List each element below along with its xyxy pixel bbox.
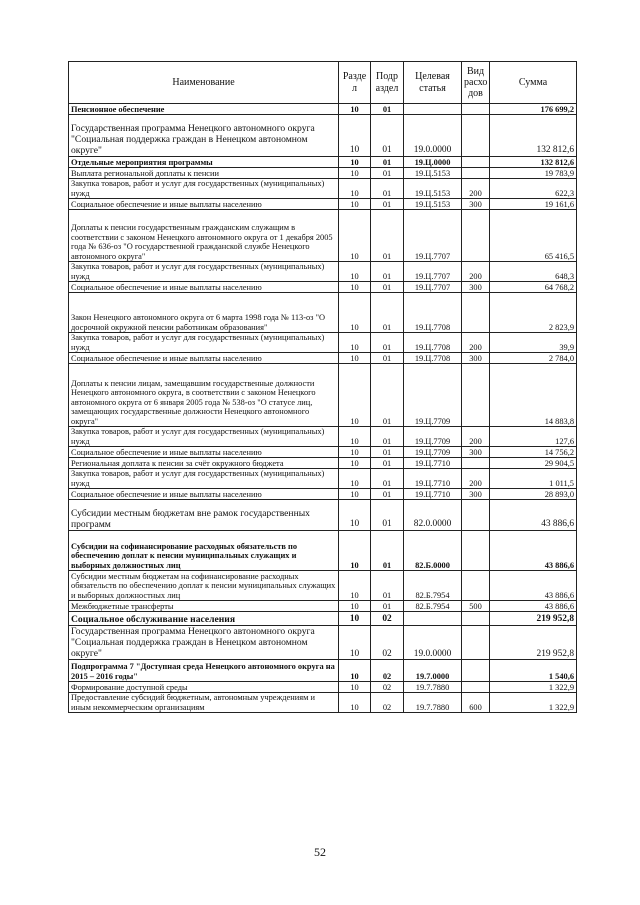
row-subsection: 02: [371, 693, 404, 713]
row-sum: 622,3: [490, 179, 577, 199]
row-type: [462, 660, 490, 682]
row-section: 10: [339, 531, 371, 571]
row-section: 10: [339, 427, 371, 447]
row-section: 10: [339, 489, 371, 500]
row-section: 10: [339, 693, 371, 713]
row-name: Субсидии на софинансирование расходных обязательств по обеспечению доплат к пенсии муниципальных служащих и выборных должностных лиц: [69, 531, 339, 571]
row-sum: 14 756,2: [490, 447, 577, 458]
row-sum: 1 322,9: [490, 693, 577, 713]
row-sum: 43 886,6: [490, 571, 577, 601]
table-row: [69, 469, 577, 489]
row-target: [404, 612, 462, 626]
row-name: Социальное обеспечение и иные выплаты населению: [69, 489, 339, 500]
table-row: [69, 447, 577, 458]
header-sum: Сумма: [490, 62, 577, 104]
row-sum: 1 540,6: [490, 660, 577, 682]
row-section: 10: [339, 612, 371, 626]
table-row: [69, 489, 577, 500]
table-row: [69, 693, 577, 713]
row-subsection: 01: [371, 447, 404, 458]
row-section: 10: [339, 458, 371, 469]
table-row: [69, 293, 577, 333]
row-sum: 28 893,0: [490, 489, 577, 500]
row-type: [462, 104, 490, 115]
row-section: 10: [339, 157, 371, 168]
row-sum: 219 952,8: [490, 612, 577, 626]
header-section: Разде л: [339, 62, 371, 104]
row-sum: 1 011,5: [490, 469, 577, 489]
table-row: [69, 682, 577, 693]
row-section: 10: [339, 469, 371, 489]
table-header-row: [69, 62, 577, 104]
table-row: [69, 168, 577, 179]
row-type: 300: [462, 353, 490, 364]
row-section: 10: [339, 199, 371, 210]
row-sum: 2 784,0: [490, 353, 577, 364]
table-row: [69, 571, 577, 601]
row-name: Государственная программа Ненецкого автономного округа "Социальная поддержка граждан в Ненецком автономном округе": [69, 115, 339, 157]
table-row: [69, 612, 577, 626]
row-name: Субсидии местным бюджетам на софинансирование расходных обязательств по обеспечению доплат к пенсии муниципальных служащих и выборных должностных лиц: [69, 571, 339, 601]
row-name: Выплата региональной доплаты к пенсии: [69, 168, 339, 179]
row-target: 19.Ц.0000: [404, 157, 462, 168]
row-target: 19.0.0000: [404, 115, 462, 157]
row-target: 19.Ц.7708: [404, 353, 462, 364]
row-section: 10: [339, 500, 371, 531]
row-sum: 1 322,9: [490, 682, 577, 693]
row-target: 19.Ц.7707: [404, 210, 462, 262]
row-target: 19.Ц.7709: [404, 427, 462, 447]
row-sum: 65 416,5: [490, 210, 577, 262]
row-sum: 43 886,6: [490, 601, 577, 612]
row-section: 10: [339, 601, 371, 612]
header-subsection: Подр аздел: [371, 62, 404, 104]
row-subsection: 01: [371, 571, 404, 601]
row-section: 10: [339, 660, 371, 682]
row-name: Социальное обслуживание населения: [69, 612, 339, 626]
row-name: Социальное обеспечение и иные выплаты населению: [69, 353, 339, 364]
row-subsection: 02: [371, 626, 404, 660]
row-name: Отдельные мероприятия программы: [69, 157, 339, 168]
row-type: 300: [462, 447, 490, 458]
row-sum: 219 952,8: [490, 626, 577, 660]
table-row: [69, 531, 577, 571]
header-target: Целевая статья: [404, 62, 462, 104]
row-target: [404, 104, 462, 115]
row-name: Закупка товаров, работ и услуг для государственных (муниципальных) нужд: [69, 333, 339, 353]
row-type: 500: [462, 601, 490, 612]
table-row: [69, 210, 577, 262]
row-type: [462, 168, 490, 179]
table-row: [69, 601, 577, 612]
row-subsection: 01: [371, 531, 404, 571]
row-subsection: 02: [371, 660, 404, 682]
row-target: 19.Ц.7708: [404, 293, 462, 333]
row-target: 19.Ц.7709: [404, 447, 462, 458]
row-sum: 39,9: [490, 333, 577, 353]
row-sum: 2 823,9: [490, 293, 577, 333]
row-type: [462, 458, 490, 469]
row-subsection: 01: [371, 168, 404, 179]
row-name: Государственная программа Ненецкого автономного округа "Социальная поддержка граждан в Ненецком автономном округе": [69, 626, 339, 660]
row-target: 82.Б.0000: [404, 531, 462, 571]
row-subsection: 01: [371, 427, 404, 447]
table-row: [69, 333, 577, 353]
row-sum: 43 886,6: [490, 531, 577, 571]
row-type: [462, 364, 490, 427]
row-target: 82.0.0000: [404, 500, 462, 531]
row-name: Закон Ненецкого автономного округа от 6 марта 1998 года № 113-оз "О досрочной окружной пенсии работникам образования": [69, 293, 339, 333]
row-subsection: 02: [371, 612, 404, 626]
row-section: 10: [339, 571, 371, 601]
row-subsection: 01: [371, 293, 404, 333]
row-subsection: 01: [371, 353, 404, 364]
row-subsection: 01: [371, 115, 404, 157]
row-type: 200: [462, 179, 490, 199]
row-target: 19.Ц.5153: [404, 179, 462, 199]
table-row: [69, 179, 577, 199]
row-subsection: 01: [371, 500, 404, 531]
row-subsection: 01: [371, 469, 404, 489]
row-name: Доплаты к пенсии лицам, замещавшим государственные должности Ненецкого автономного округа, в соответствии с законом Ненецкого автономного округа от 6 января 2005 года № 538-оз "О статусе лиц, замещающих государственные должности Ненецкого автономного округа": [69, 364, 339, 427]
row-section: 10: [339, 282, 371, 293]
row-sum: 64 768,2: [490, 282, 577, 293]
row-section: 10: [339, 104, 371, 115]
row-section: 10: [339, 293, 371, 333]
row-subsection: 01: [371, 364, 404, 427]
row-section: 10: [339, 682, 371, 693]
header-type: Вид расхо дов: [462, 62, 490, 104]
row-section: 10: [339, 262, 371, 282]
row-subsection: 01: [371, 199, 404, 210]
row-type: 300: [462, 489, 490, 500]
row-type: [462, 115, 490, 157]
row-sum: 648,3: [490, 262, 577, 282]
row-type: [462, 531, 490, 571]
row-name: Пенсионное обеспечение: [69, 104, 339, 115]
row-subsection: 01: [371, 157, 404, 168]
row-name: Предоставление субсидий бюджетным, автономным учреждениям и иным некоммерческим организациям: [69, 693, 339, 713]
row-type: 600: [462, 693, 490, 713]
row-section: 10: [339, 168, 371, 179]
row-name: Субсидии местным бюджетам вне рамок государственных программ: [69, 500, 339, 531]
row-type: [462, 157, 490, 168]
row-target: 19.7.7880: [404, 693, 462, 713]
row-target: 19.Ц.7710: [404, 489, 462, 500]
table-row: [69, 458, 577, 469]
row-target: 19.Ц.7707: [404, 282, 462, 293]
row-subsection: 02: [371, 682, 404, 693]
row-target: 19.7.7880: [404, 682, 462, 693]
row-type: [462, 500, 490, 531]
row-name: Подпрограмма 7 "Доступная среда Ненецкого автономного округа на 2015 – 2016 годы": [69, 660, 339, 682]
row-section: 10: [339, 364, 371, 427]
table-row: [69, 157, 577, 168]
row-subsection: 01: [371, 179, 404, 199]
row-type: [462, 682, 490, 693]
row-type: 200: [462, 333, 490, 353]
row-section: 10: [339, 626, 371, 660]
row-type: [462, 626, 490, 660]
row-sum: 132 812,6: [490, 157, 577, 168]
row-sum: 14 883,8: [490, 364, 577, 427]
row-target: 19.Ц.7710: [404, 458, 462, 469]
table-row: [69, 353, 577, 364]
row-subsection: 01: [371, 104, 404, 115]
row-section: 10: [339, 353, 371, 364]
row-type: 200: [462, 469, 490, 489]
budget-table: [68, 61, 577, 713]
row-target: 19.0.0000: [404, 626, 462, 660]
row-target: 19.Ц.7707: [404, 262, 462, 282]
row-target: 19.Ц.7709: [404, 364, 462, 427]
row-sum: 19 783,9: [490, 168, 577, 179]
row-target: 19.Ц.5153: [404, 168, 462, 179]
row-name: Межбюджетные трансферты: [69, 601, 339, 612]
row-sum: 132 812,6: [490, 115, 577, 157]
page-number: 52: [314, 845, 326, 859]
row-target: 19.Ц.7710: [404, 469, 462, 489]
row-subsection: 01: [371, 262, 404, 282]
row-target: 82.Б.7954: [404, 601, 462, 612]
table-row: [69, 282, 577, 293]
row-section: 10: [339, 179, 371, 199]
row-type: [462, 210, 490, 262]
row-sum: 127,6: [490, 427, 577, 447]
table-row: [69, 626, 577, 660]
row-name: Закупка товаров, работ и услуг для государственных (муниципальных) нужд: [69, 262, 339, 282]
row-name: Закупка товаров, работ и услуг для государственных (муниципальных) нужд: [69, 469, 339, 489]
row-subsection: 01: [371, 489, 404, 500]
table-row: [69, 660, 577, 682]
row-subsection: 01: [371, 458, 404, 469]
header-name: Наименование: [69, 62, 339, 104]
row-name: Социальное обеспечение и иные выплаты населению: [69, 447, 339, 458]
row-name: Региональная доплата к пенсии за счёт окружного бюджета: [69, 458, 339, 469]
row-section: 10: [339, 210, 371, 262]
row-type: [462, 293, 490, 333]
row-type: 200: [462, 262, 490, 282]
row-target: 19.Ц.7708: [404, 333, 462, 353]
row-name: Закупка товаров, работ и услуг для государственных (муниципальных) нужд: [69, 179, 339, 199]
row-type: 200: [462, 427, 490, 447]
row-subsection: 01: [371, 282, 404, 293]
row-section: 10: [339, 115, 371, 157]
table-row: [69, 104, 577, 115]
row-section: 10: [339, 447, 371, 458]
row-name: Социальное обеспечение и иные выплаты населению: [69, 199, 339, 210]
row-subsection: 01: [371, 210, 404, 262]
table-row: [69, 364, 577, 427]
table-row: [69, 427, 577, 447]
row-sum: 176 699,2: [490, 104, 577, 115]
table-row: [69, 199, 577, 210]
row-subsection: 01: [371, 601, 404, 612]
row-name: Доплаты к пенсии государственным гражданским служащим в соответствии с законом Ненецкого автономного округа от 1 декабря 2005 года № 636-оз "О государственной гражданской службе Ненецкого автономного округа": [69, 210, 339, 262]
row-target: 82.Б.7954: [404, 571, 462, 601]
row-name: Закупка товаров, работ и услуг для государственных (муниципальных) нужд: [69, 427, 339, 447]
row-section: 10: [339, 333, 371, 353]
row-target: 19.7.0000: [404, 660, 462, 682]
row-type: [462, 612, 490, 626]
row-sum: 19 161,6: [490, 199, 577, 210]
row-sum: 29 904,5: [490, 458, 577, 469]
row-type: 300: [462, 282, 490, 293]
table-row: [69, 262, 577, 282]
row-name: Социальное обеспечение и иные выплаты населению: [69, 282, 339, 293]
row-name: Формирование доступной среды: [69, 682, 339, 693]
row-subsection: 01: [371, 333, 404, 353]
table-row: [69, 115, 577, 157]
row-sum: 43 886,6: [490, 500, 577, 531]
row-type: [462, 571, 490, 601]
row-target: 19.Ц.5153: [404, 199, 462, 210]
table-body: [69, 104, 577, 713]
row-type: 300: [462, 199, 490, 210]
table-row: [69, 500, 577, 531]
